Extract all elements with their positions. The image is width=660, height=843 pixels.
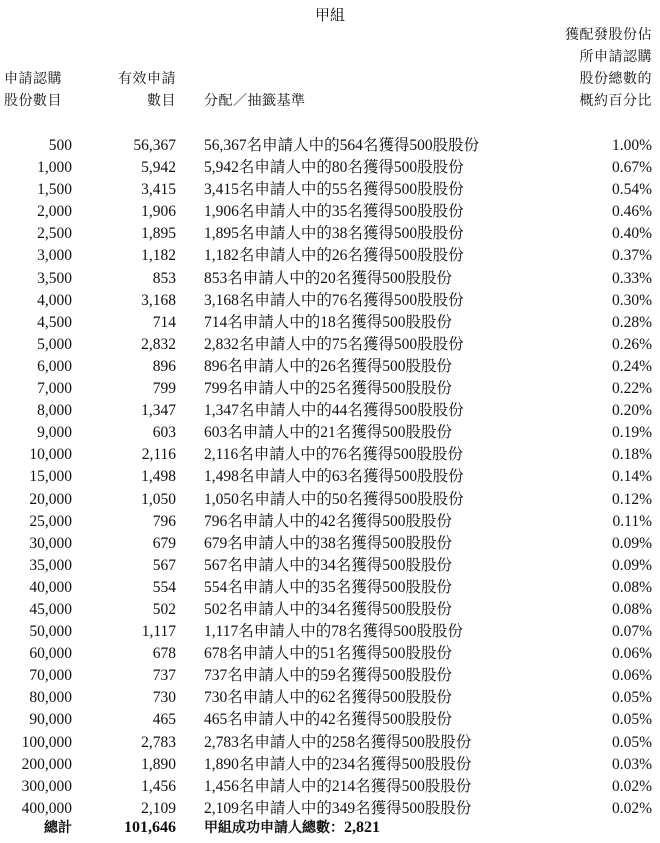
- table-row: [0, 157, 660, 179]
- cell-allocation-basis: 1,456名申請人中的214名獲得500股股份: [204, 777, 472, 795]
- cell-allocation-basis: 679名申請人中的38名獲得500股股份: [204, 534, 453, 552]
- cell-shares-applied: 400,000: [21, 799, 72, 817]
- cell-shares-applied: 500: [48, 137, 72, 154]
- cell-valid-applications: 737: [152, 667, 176, 685]
- cell-valid-applications: 730: [152, 689, 176, 707]
- cell-allocation-basis: 714名申請人中的18名獲得500股股份: [204, 313, 453, 331]
- cell-allocation-basis: 2,783名申請人中的258名獲得500股股份: [204, 733, 472, 751]
- cell-shares-applied: 80,000: [29, 689, 72, 707]
- cell-approximate-percentage: 0.18%: [611, 446, 652, 464]
- cell-shares-applied: 45,000: [29, 600, 72, 618]
- cell-shares-applied: 9,000: [37, 424, 72, 442]
- header-percentage-line-2: 所申請認購: [579, 49, 652, 65]
- cell-approximate-percentage: 0.09%: [611, 556, 652, 574]
- cell-approximate-percentage: 0.20%: [611, 402, 652, 420]
- header-shares-applied-line-2: 股份數目: [4, 93, 62, 109]
- cell-approximate-percentage: 0.09%: [611, 534, 652, 552]
- header-shares-applied-line-1: 申請認購: [4, 71, 62, 87]
- cell-allocation-basis: 502名申請人中的34名獲得500股股份: [204, 600, 453, 618]
- cell-approximate-percentage: 0.08%: [611, 600, 652, 618]
- cell-shares-applied: 60,000: [29, 645, 72, 663]
- cell-approximate-percentage: 0.28%: [611, 313, 652, 331]
- header-percentage-line-3: 股份總數的: [579, 71, 652, 87]
- cell-allocation-basis: 896名申請人中的26名獲得500股股份: [204, 357, 453, 375]
- cell-allocation-basis: 2,832名申請人中的75名獲得500股股份: [204, 335, 464, 353]
- cell-approximate-percentage: 0.46%: [611, 203, 652, 221]
- total-valid-applications: 101,646: [124, 819, 176, 836]
- cell-allocation-basis: 796名申請人中的42名獲得500股股份: [204, 512, 453, 530]
- group-title: 甲組: [314, 6, 345, 24]
- cell-valid-applications: 799: [152, 380, 176, 398]
- cell-approximate-percentage: 0.02%: [611, 799, 652, 817]
- header-valid-applications: [100, 68, 176, 112]
- successful-applicants-summary: [204, 816, 380, 840]
- cell-shares-applied: 3,500: [37, 269, 72, 287]
- header-shares-applied: [4, 68, 62, 112]
- cell-approximate-percentage: 0.08%: [611, 578, 652, 596]
- cell-allocation-basis: 465名申請人中的42名獲得500股股份: [204, 711, 453, 729]
- table-row: [0, 776, 660, 798]
- cell-valid-applications: 1,050: [141, 490, 176, 508]
- cell-approximate-percentage: 0.03%: [611, 755, 652, 773]
- cell-allocation-basis: 1,890名申請人中的234名獲得500股股份: [204, 755, 472, 773]
- cell-approximate-percentage: 0.11%: [612, 512, 652, 530]
- cell-valid-applications: 1,117: [141, 623, 176, 641]
- table-row: [0, 577, 660, 599]
- cell-approximate-percentage: 0.05%: [611, 733, 652, 751]
- cell-allocation-basis: 799名申請人中的25名獲得500股股份: [204, 380, 453, 398]
- cell-valid-applications: 554: [152, 578, 176, 596]
- cell-approximate-percentage: 0.37%: [611, 247, 652, 265]
- cell-shares-applied: 4,000: [37, 291, 72, 309]
- total-row: [0, 816, 660, 840]
- cell-approximate-percentage: 0.05%: [611, 711, 652, 729]
- cell-allocation-basis: 567名申請人中的34名獲得500股股份: [204, 556, 453, 574]
- cell-valid-applications: 5,942: [141, 159, 176, 177]
- cell-valid-applications: 3,415: [141, 181, 176, 199]
- cell-approximate-percentage: 0.05%: [611, 689, 652, 707]
- cell-approximate-percentage: 0.54%: [611, 181, 652, 199]
- cell-approximate-percentage: 0.12%: [611, 490, 652, 508]
- cell-shares-applied: 15,000: [29, 468, 72, 486]
- cell-allocation-basis: 3,168名申請人中的76名獲得500股股份: [204, 291, 464, 309]
- successful-applicants-label: 甲組成功申請人總數：: [204, 820, 344, 836]
- header-percentage-line-4: 概約百分比: [579, 93, 652, 109]
- cell-allocation-basis: 1,050名申請人中的50名獲得500股股份: [204, 490, 464, 508]
- cell-valid-applications: 896: [152, 357, 176, 375]
- cell-shares-applied: 10,000: [29, 446, 72, 464]
- table-row: [0, 400, 660, 422]
- header-allocation-basis-text: 分配／抽籤基準: [204, 93, 306, 109]
- header-allocation-basis: [204, 90, 306, 112]
- cell-valid-applications: 603: [152, 424, 176, 442]
- cell-valid-applications: 2,832: [141, 335, 176, 353]
- cell-approximate-percentage: 0.02%: [611, 777, 652, 795]
- cell-allocation-basis: 737名申請人中的59名獲得500股股份: [204, 667, 453, 685]
- cell-allocation-basis: 2,116名申請人中的76名獲得500股股份: [204, 446, 464, 464]
- table-row: [0, 245, 660, 267]
- cell-valid-applications: 502: [152, 600, 176, 618]
- cell-shares-applied: 25,000: [29, 512, 72, 530]
- cell-valid-applications: 2,783: [141, 733, 176, 751]
- header-percentage-line-1: 獲配發股份佔: [565, 27, 652, 43]
- cell-approximate-percentage: 0.40%: [611, 225, 652, 243]
- cell-shares-applied: 6,000: [37, 357, 72, 375]
- cell-approximate-percentage: 0.06%: [611, 667, 652, 685]
- cell-shares-applied: 90,000: [29, 711, 72, 729]
- cell-valid-applications: 56,367: [133, 137, 176, 154]
- table-row: [0, 555, 660, 577]
- table-row: [0, 754, 660, 776]
- table-row: [0, 312, 660, 334]
- cell-shares-applied: 2,500: [37, 225, 72, 243]
- table-row: [0, 687, 660, 709]
- cell-allocation-basis: 678名申請人中的51名獲得500股股份: [204, 645, 453, 663]
- table-row: [0, 223, 660, 245]
- cell-shares-applied: 1,500: [37, 181, 72, 199]
- cell-valid-applications: 1,456: [141, 777, 176, 795]
- header-valid-applications-line-2: 數目: [147, 93, 176, 109]
- header-valid-applications-line-1: 有效申請: [118, 71, 176, 87]
- successful-applicants-count: 2,821: [344, 819, 380, 836]
- cell-shares-applied: 100,000: [21, 733, 72, 751]
- cell-valid-applications: 465: [152, 711, 176, 729]
- cell-allocation-basis: 5,942名申請人中的80名獲得500股股份: [204, 159, 464, 177]
- cell-allocation-basis: 2,109名申請人中的349名獲得500股股份: [204, 799, 472, 817]
- table-row: [0, 511, 660, 533]
- cell-valid-applications: 567: [152, 556, 176, 574]
- cell-shares-applied: 1,000: [37, 159, 72, 177]
- cell-approximate-percentage: 0.19%: [611, 424, 652, 442]
- cell-allocation-basis: 853名申請人中的20名獲得500股股份: [204, 269, 453, 287]
- cell-allocation-basis: 3,415名申請人中的55名獲得500股股份: [204, 181, 464, 199]
- cell-approximate-percentage: 0.67%: [611, 159, 652, 177]
- table-row: [0, 732, 660, 754]
- table-row: [0, 599, 660, 621]
- cell-valid-applications: 3,168: [141, 291, 176, 309]
- cell-approximate-percentage: 0.07%: [611, 623, 652, 641]
- cell-valid-applications: 796: [152, 512, 176, 530]
- cell-shares-applied: 4,500: [37, 313, 72, 331]
- cell-approximate-percentage: 0.33%: [611, 269, 652, 287]
- cell-allocation-basis: 554名申請人中的35名獲得500股股份: [204, 578, 453, 596]
- table-row: [0, 201, 660, 223]
- cell-shares-applied: 70,000: [29, 667, 72, 685]
- table-row: [0, 643, 660, 665]
- cell-allocation-basis: 1,498名申請人中的63名獲得500股股份: [204, 468, 464, 486]
- cell-allocation-basis: 1,117名申請人中的78名獲得500股股份: [204, 623, 464, 641]
- cell-approximate-percentage: 1.00%: [611, 137, 652, 154]
- table-row: [0, 621, 660, 643]
- cell-allocation-basis: 1,182名申請人中的26名獲得500股股份: [204, 247, 464, 265]
- cell-valid-applications: 1,498: [141, 468, 176, 486]
- cell-allocation-basis: 1,906名申請人中的35名獲得500股股份: [204, 203, 464, 221]
- cell-shares-applied: 50,000: [29, 623, 72, 641]
- table-row: [0, 466, 660, 488]
- cell-allocation-basis: 1,347名申請人中的44名獲得500股股份: [204, 402, 464, 420]
- cell-valid-applications: 678: [152, 645, 176, 663]
- table-row: [0, 709, 660, 731]
- cell-valid-applications: 2,116: [141, 446, 176, 464]
- cell-approximate-percentage: 0.26%: [611, 335, 652, 353]
- cell-shares-applied: 30,000: [29, 534, 72, 552]
- cell-valid-applications: 1,895: [141, 225, 176, 243]
- table-row: [0, 665, 660, 687]
- table-row: [0, 422, 660, 444]
- cell-shares-applied: 2,000: [37, 203, 72, 221]
- total-label: 總計: [44, 820, 72, 836]
- cell-approximate-percentage: 0.06%: [611, 645, 652, 663]
- cell-valid-applications: 714: [152, 313, 176, 331]
- table-row: [0, 135, 660, 157]
- cell-valid-applications: 1,890: [141, 755, 176, 773]
- cell-approximate-percentage: 0.24%: [611, 357, 652, 375]
- allocation-table-body: [0, 135, 660, 820]
- table-row: [0, 268, 660, 290]
- table-row: [0, 533, 660, 555]
- cell-shares-applied: 5,000: [37, 335, 72, 353]
- cell-valid-applications: 853: [152, 269, 176, 287]
- table-row: [0, 378, 660, 400]
- table-row: [0, 356, 660, 378]
- table-row: [0, 444, 660, 466]
- cell-approximate-percentage: 0.30%: [611, 291, 652, 309]
- table-row: [0, 489, 660, 511]
- cell-shares-applied: 7,000: [37, 380, 72, 398]
- cell-shares-applied: 3,000: [37, 247, 72, 265]
- cell-shares-applied: 35,000: [29, 556, 72, 574]
- cell-allocation-basis: 730名申請人中的62名獲得500股股份: [204, 689, 453, 707]
- cell-valid-applications: 1,906: [141, 203, 176, 221]
- cell-shares-applied: 40,000: [29, 578, 72, 596]
- table-row: [0, 290, 660, 312]
- cell-valid-applications: 1,347: [141, 402, 176, 420]
- cell-valid-applications: 679: [152, 534, 176, 552]
- cell-shares-applied: 300,000: [21, 777, 72, 795]
- cell-allocation-basis: 56,367名申請人中的564名獲得500股股份: [204, 137, 480, 154]
- cell-approximate-percentage: 0.22%: [611, 380, 652, 398]
- cell-valid-applications: 2,109: [141, 799, 176, 817]
- header-approximate-percentage: [520, 24, 652, 112]
- cell-approximate-percentage: 0.14%: [611, 468, 652, 486]
- cell-shares-applied: 8,000: [37, 402, 72, 420]
- cell-allocation-basis: 1,895名申請人中的38名獲得500股股份: [204, 225, 464, 243]
- cell-shares-applied: 200,000: [21, 755, 72, 773]
- cell-allocation-basis: 603名申請人中的21名獲得500股股份: [204, 424, 453, 442]
- table-row: [0, 179, 660, 201]
- cell-shares-applied: 20,000: [29, 490, 72, 508]
- table-row: [0, 334, 660, 356]
- cell-valid-applications: 1,182: [141, 247, 176, 265]
